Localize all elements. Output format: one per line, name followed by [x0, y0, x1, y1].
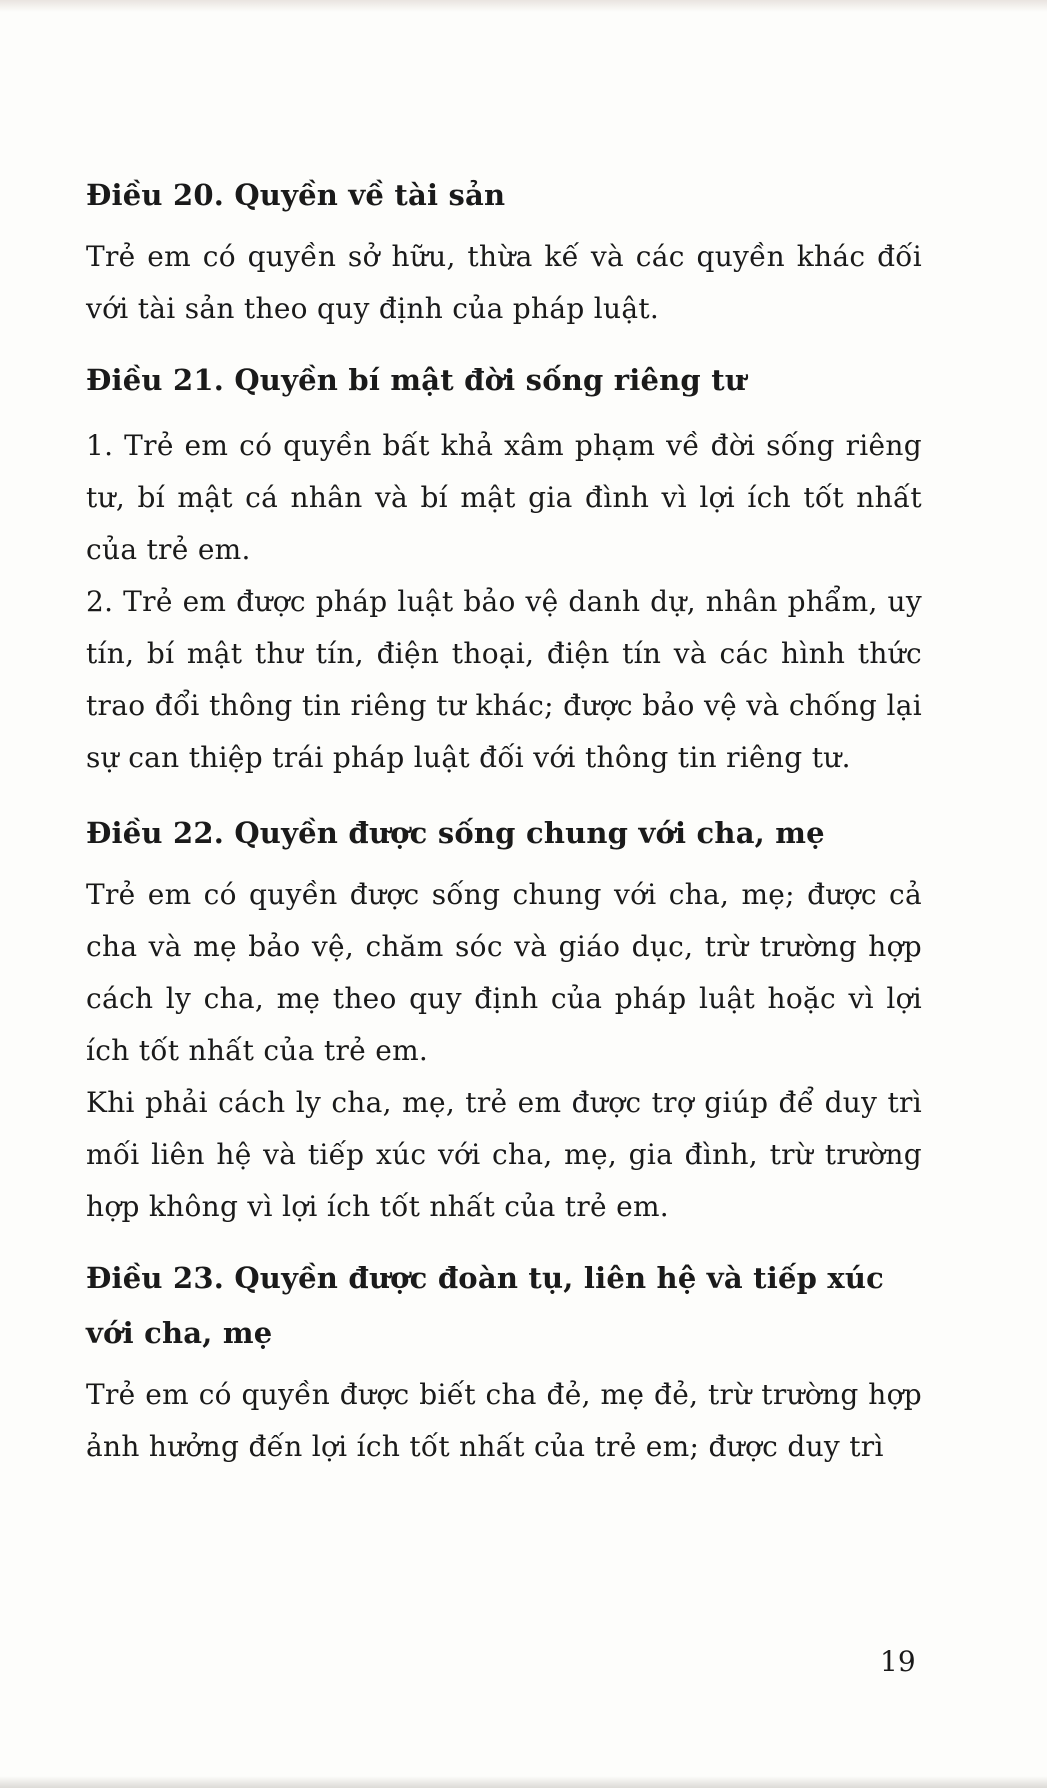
- article-23: [86, 1251, 922, 1473]
- article-21-paragraph-2: 2. Trẻ em được pháp luật bảo vệ danh dự, nhân phẩm, uy tín, bí mật thư tín, điện thoại, điện tín và các hình thức trao đổi thông tin riêng tư khác; được bảo vệ và chống lại sự can thiệp trái pháp luật đối với thông tin riêng tư.: [86, 585, 922, 774]
- article-20-heading: Điều 20. Quyền về tài sản: [86, 178, 506, 212]
- article-22-heading: Điều 22. Quyền được sống chung với cha, mẹ: [86, 816, 825, 850]
- article-22-paragraph-1: Trẻ em có quyền được sống chung với cha, mẹ; được cả cha và mẹ bảo vệ, chăm sóc và giáo dục, trừ trường hợp cách ly cha, mẹ theo quy định của pháp luật hoặc vì lợi ích tốt nhất của trẻ em.: [86, 878, 922, 1067]
- document-body: [86, 168, 922, 1473]
- article-20-paragraph-1: Trẻ em có quyền sở hữu, thừa kế và các quyền khác đối với tài sản theo quy định của pháp luật.: [86, 240, 922, 325]
- article-22-paragraph-2: Khi phải cách ly cha, mẹ, trẻ em được trợ giúp để duy trì mối liên hệ và tiếp xúc với cha, mẹ, gia đình, trừ trường hợp không vì lợi ích tốt nhất của trẻ em.: [86, 1086, 922, 1223]
- article-20: [86, 168, 922, 335]
- page-bottom-edge: [0, 1776, 1047, 1788]
- page-number: 19: [880, 1645, 916, 1678]
- article-23-heading: Điều 23. Quyền được đoàn tụ, liên hệ và tiếp xúc với cha, mẹ: [86, 1261, 884, 1350]
- article-21: [86, 353, 922, 784]
- article-21-heading: Điều 21. Quyền bí mật đời sống riêng tư: [86, 363, 747, 397]
- article-22: [86, 806, 922, 1233]
- article-23-paragraph-1: Trẻ em có quyền được biết cha đẻ, mẹ đẻ, trừ trường hợp ảnh hưởng đến lợi ích tốt nhất của trẻ em; được duy trì: [86, 1378, 922, 1463]
- article-21-paragraph-1: 1. Trẻ em có quyền bất khả xâm phạm về đời sống riêng tư, bí mật cá nhân và bí mật gia đình vì lợi ích tốt nhất của trẻ em.: [86, 429, 922, 566]
- page-top-edge: [0, 0, 1047, 12]
